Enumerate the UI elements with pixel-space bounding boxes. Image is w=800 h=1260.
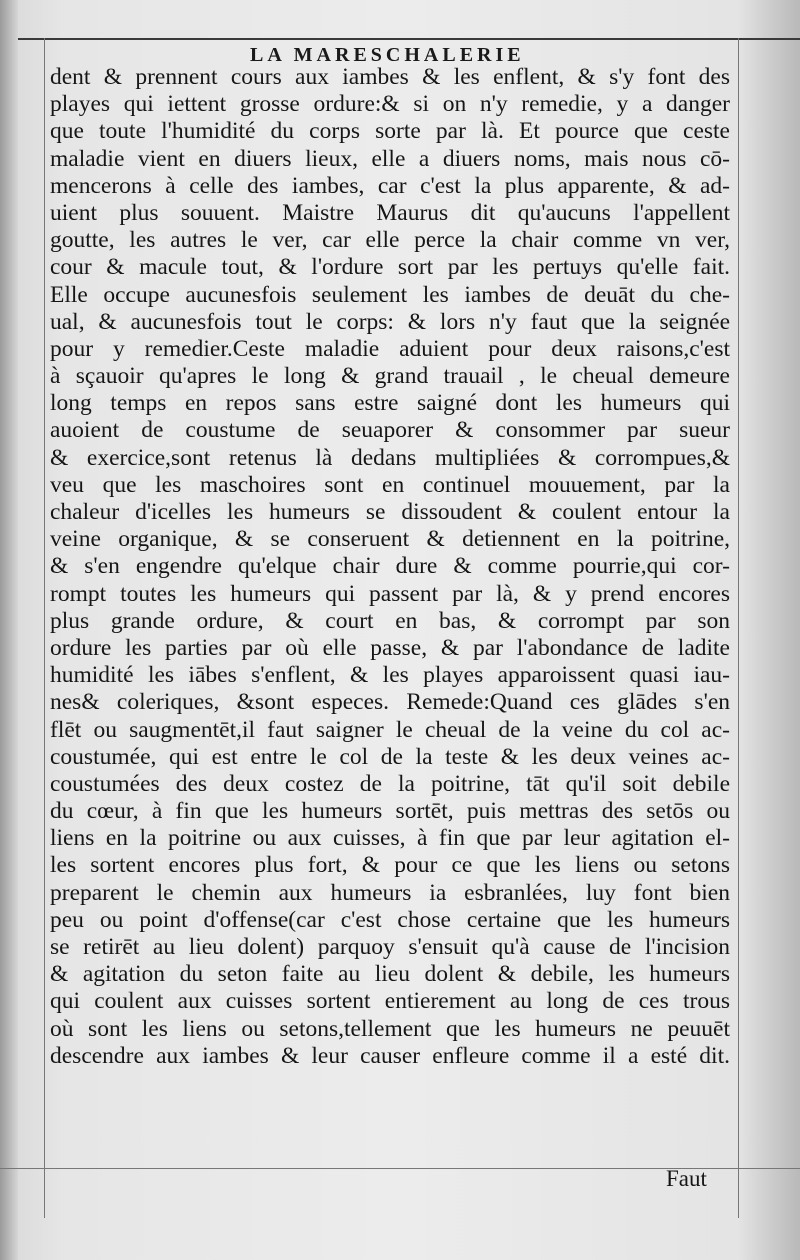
text-line: long temps en repos sans estre saigné dont les humeurs qui (50, 390, 730, 417)
text-line: playes qui iettent grosse ordure:& si on n'y remedie, y a danger (50, 91, 730, 118)
text-line: auoient de coustume de seuaporer & consommer par sueur (50, 417, 730, 444)
text-line: rompt toutes les humeurs qui passent par là, & y prend encores (50, 580, 730, 607)
text-line: & agitation du seton faite au lieu dolent & debile, les humeurs (50, 961, 730, 988)
text-line: ordure les parties par où elle passe, & par l'abondance de ladite (50, 634, 730, 661)
text-line: uient plus souuent. Maistre Maurus dit qu'aucuns l'appellent (50, 199, 730, 226)
body-text (50, 64, 730, 1070)
text-line: liens en la poitrine ou aux cuisses, à fin que par leur agitation el- (50, 825, 730, 852)
text-line: maladie vient en diuers lieux, elle a diuers noms, mais nous cō- (50, 145, 730, 172)
text-line: preparent le chemin aux humeurs ia esbranlées, luy font bien (50, 879, 730, 906)
text-line: humidité les iābes s'enflent, & les playes apparoissent quasi iau- (50, 662, 730, 689)
text-line: les sortent encores plus fort, & pour ce que les liens ou setons (50, 852, 730, 879)
text-line: se retirēt au lieu dolent) parquoy s'ensuit qu'à cause de l'incision (50, 934, 730, 960)
page-gutter-shadow (0, 0, 18, 1260)
text-line: dent & prennent cours aux iambes & les enflent, & s'y font des (50, 64, 730, 90)
text-line: & s'en engendre qu'elque chair dure & comme pourrie,qui cor- (50, 553, 730, 580)
text-line: pour y remedier.Ceste maladie aduient pour deux raisons,c'est (50, 335, 730, 362)
text-line: à sçauoir qu'apres le long & grand trauail , le cheual demeure (50, 363, 730, 390)
text-line: qui coulent aux cuisses sortent entierement au long de ces trous (50, 988, 730, 1015)
text-line: nes& coleriques, &sont especes. Remede:Quand ces glādes s'en (50, 689, 730, 716)
text-line: ual, & aucunesfois tout le corps: & lors n'y faut que la seignée (50, 308, 730, 335)
page-edge-shadow (740, 0, 800, 1260)
text-line: du cœur, à fin que les humeurs sortēt, puis mettras des setōs ou (50, 798, 730, 825)
left-margin-rule (44, 38, 45, 1218)
text-line: que toute l'humidité du corps sorte par là. Et pource que ceste (50, 118, 730, 145)
text-line: chaleur d'icelles les humeurs se dissoudent & coulent entour la (50, 499, 730, 525)
text-line: coustumée, qui est entre le col de la teste & les deux veines ac- (50, 743, 730, 770)
text-line: & exercice,sont retenus là dedans multipliées & corrompues,& (50, 444, 730, 471)
text-line: descendre aux iambes & leur causer enfleure comme il a esté dit. (50, 1042, 730, 1069)
text-line: goutte, les autres le ver, car elle perce la chair comme vn ver, (50, 227, 730, 254)
text-line: plus grande ordure, & court en bas, & corrompt par son (50, 607, 730, 634)
text-line: veu que les maschoires sont en continuel mouuement, par la (50, 471, 730, 498)
running-head: LA MARESCHALERIE (250, 44, 525, 66)
right-margin-rule (738, 38, 739, 1218)
catchword: Faut (666, 1166, 707, 1191)
text-line: flēt ou saugmentēt,il faut saigner le cheual de la veine du col ac- (50, 716, 730, 743)
text-line: Elle occupe aucunesfois seulement les iambes de deuāt du che- (50, 281, 730, 308)
text-line: où sont les liens ou setons,tellement que les humeurs ne peuuēt (50, 1015, 730, 1042)
text-line: coustumées des deux costez de la poitrine, tāt qu'il soit debile (50, 770, 730, 797)
text-line: cour & macule tout, & l'ordure sort par les pertuys qu'elle fait. (50, 254, 730, 281)
text-line: peu ou point d'offense(car c'est chose certaine que les humeurs (50, 906, 730, 933)
header-rule (18, 38, 800, 40)
text-line: veine organique, & se conseruent & detiennent en la poitrine, (50, 526, 730, 553)
text-line: mencerons à celle des iambes, car c'est la plus apparente, & ad- (50, 172, 730, 199)
